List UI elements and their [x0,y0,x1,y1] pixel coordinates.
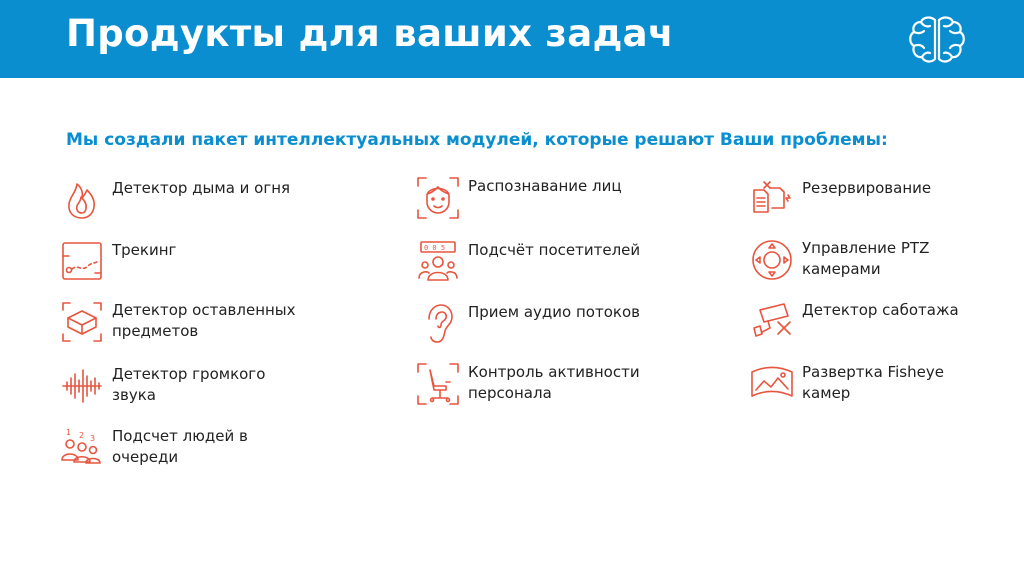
module-staff-activity-control [416,362,678,406]
module-label: Распознавание лиц [468,177,622,195]
module-queue-counting [60,426,322,470]
module-loud-sound-detector [60,364,322,408]
svg-text:0 0 5: 0 0 5 [424,244,446,252]
module-label: Контроль активности персонала [468,363,640,402]
module-label: Детектор дыма и огня [112,179,291,197]
svg-text:2: 2 [79,431,85,440]
module-label: Детектор оставленных предметов [112,301,296,340]
module-ptz-control [750,238,1012,282]
header-bar [0,0,1024,78]
module-label: Развертка Fisheye камер [802,363,944,402]
module-tracking [60,240,322,284]
module-sabotage-detector [750,300,1012,344]
module-backup [750,178,1012,222]
tracking-icon [60,240,104,284]
page-title: Продукты для ваших задач [66,12,674,55]
office-chair-icon [416,362,460,406]
module-label: Резервирование [802,179,932,197]
module-label: Подсчёт посетителей [468,241,641,259]
module-label: Детектор громкого звука [112,365,266,404]
camera-sabotage-icon [750,300,794,344]
subtitle: Мы создали пакет интеллектуальных модулей, которые решают Ваши проблемы: [66,130,888,150]
module-label: Подсчет людей в очереди [112,427,248,466]
box-icon [60,300,104,344]
module-label: Трекинг [112,241,177,259]
module-smoke-fire-detector [60,178,322,222]
sound-wave-icon [60,364,104,408]
module-abandoned-object-detector [60,300,322,344]
module-fisheye-dewarping [750,362,1012,406]
module-label: Прием аудио потоков [468,303,640,321]
fisheye-icon [750,362,794,406]
fire-icon [60,178,104,222]
module-audio-streams [416,302,678,346]
svg-text:1: 1 [66,428,72,437]
module-label: Управление PTZ камерами [802,239,930,278]
ptz-control-icon [750,238,794,282]
ear-icon [416,302,460,346]
module-face-recognition [416,176,678,220]
module-label: Детектор саботажа [802,301,959,319]
queue-people-icon [60,426,104,470]
face-icon [416,176,460,220]
visitor-counter-icon [416,240,460,284]
svg-text:3: 3 [90,434,96,443]
module-visitor-counting [416,240,678,284]
backup-icon [750,178,794,222]
brain-icon [908,14,966,66]
